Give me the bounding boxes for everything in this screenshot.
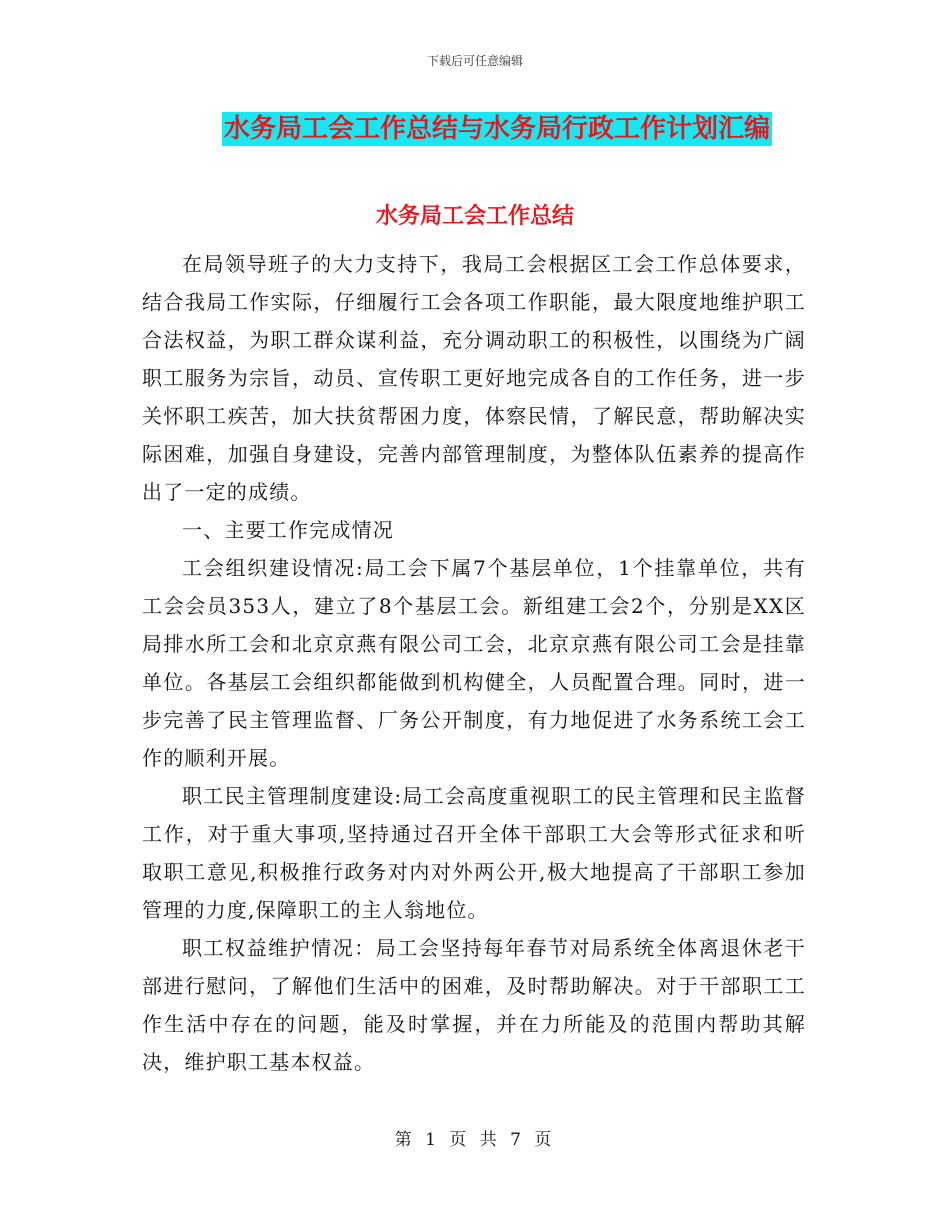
document-title: 水务局工会工作总结与水务局行政工作计划汇编 [224, 114, 771, 144]
page-footer: 第 1 页 共 7 页 [394, 1130, 556, 1150]
paragraph-democratic-management: 职工民主管理制度建设:局工会高度重视职工的民主管理和民主监督工作，对于重大事项,坚持通过召开全体干部职工大会等形式征求和听取职工意见,积极推行政务对内对外两公开,极大地提高了干部职工参加管理的力度,保障职工的主人翁地位。 [142, 784, 806, 922]
heading-main-work: 一、主要工作完成情况 [182, 518, 394, 542]
section-title: 水务局工会工作总结 [375, 203, 574, 229]
paragraph-rights-protection: 职工权益维护情况：局工会坚持每年春节对局系统全体离退休老干部进行慰问，了解他们生活中的困难，及时帮助解决。对于干部职工工作生活中存在的问题，能及时掌握，并在力所能及的范围内帮助其解决，维护职工基本权益。 [142, 936, 806, 1074]
paragraph-organization: 工会组织建设情况:局工会下属7个基层单位，1个挂靠单位，共有工会会员353人，建立了8个基层工会。新组建工会2个，分别是XX区局排水所工会和北京京燕有限公司工会，北京京燕有限公司工会是挂靠单位。各基层工会组织都能做到机构健全，人员配置合理。同时，进一步完善了民主管理监督、厂务公开制度，有力地促进了水务系统工会工作的顺利开展。 [142, 556, 806, 770]
paragraph-intro: 在局领导班子的大力支持下，我局工会根据区工会工作总体要求，结合我局工作实际，仔细履行工会各项工作职能，最大限度地维护职工合法权益，为职工群众谋利益，充分调动职工的积极性，以围绕为广阔职工服务为宗旨，动员、宣传职工更好地完成各自的工作任务，进一步关怀职工疾苦，加大扶贫帮困力度，体察民情，了解民意，帮助解决实际困难，加强自身建设，完善内部管理制度，为整体队伍素养的提高作出了一定的成绩。 [142, 252, 806, 504]
document-body [142, 245, 806, 1081]
header-note: 下载后可任意编辑 [426, 54, 523, 68]
